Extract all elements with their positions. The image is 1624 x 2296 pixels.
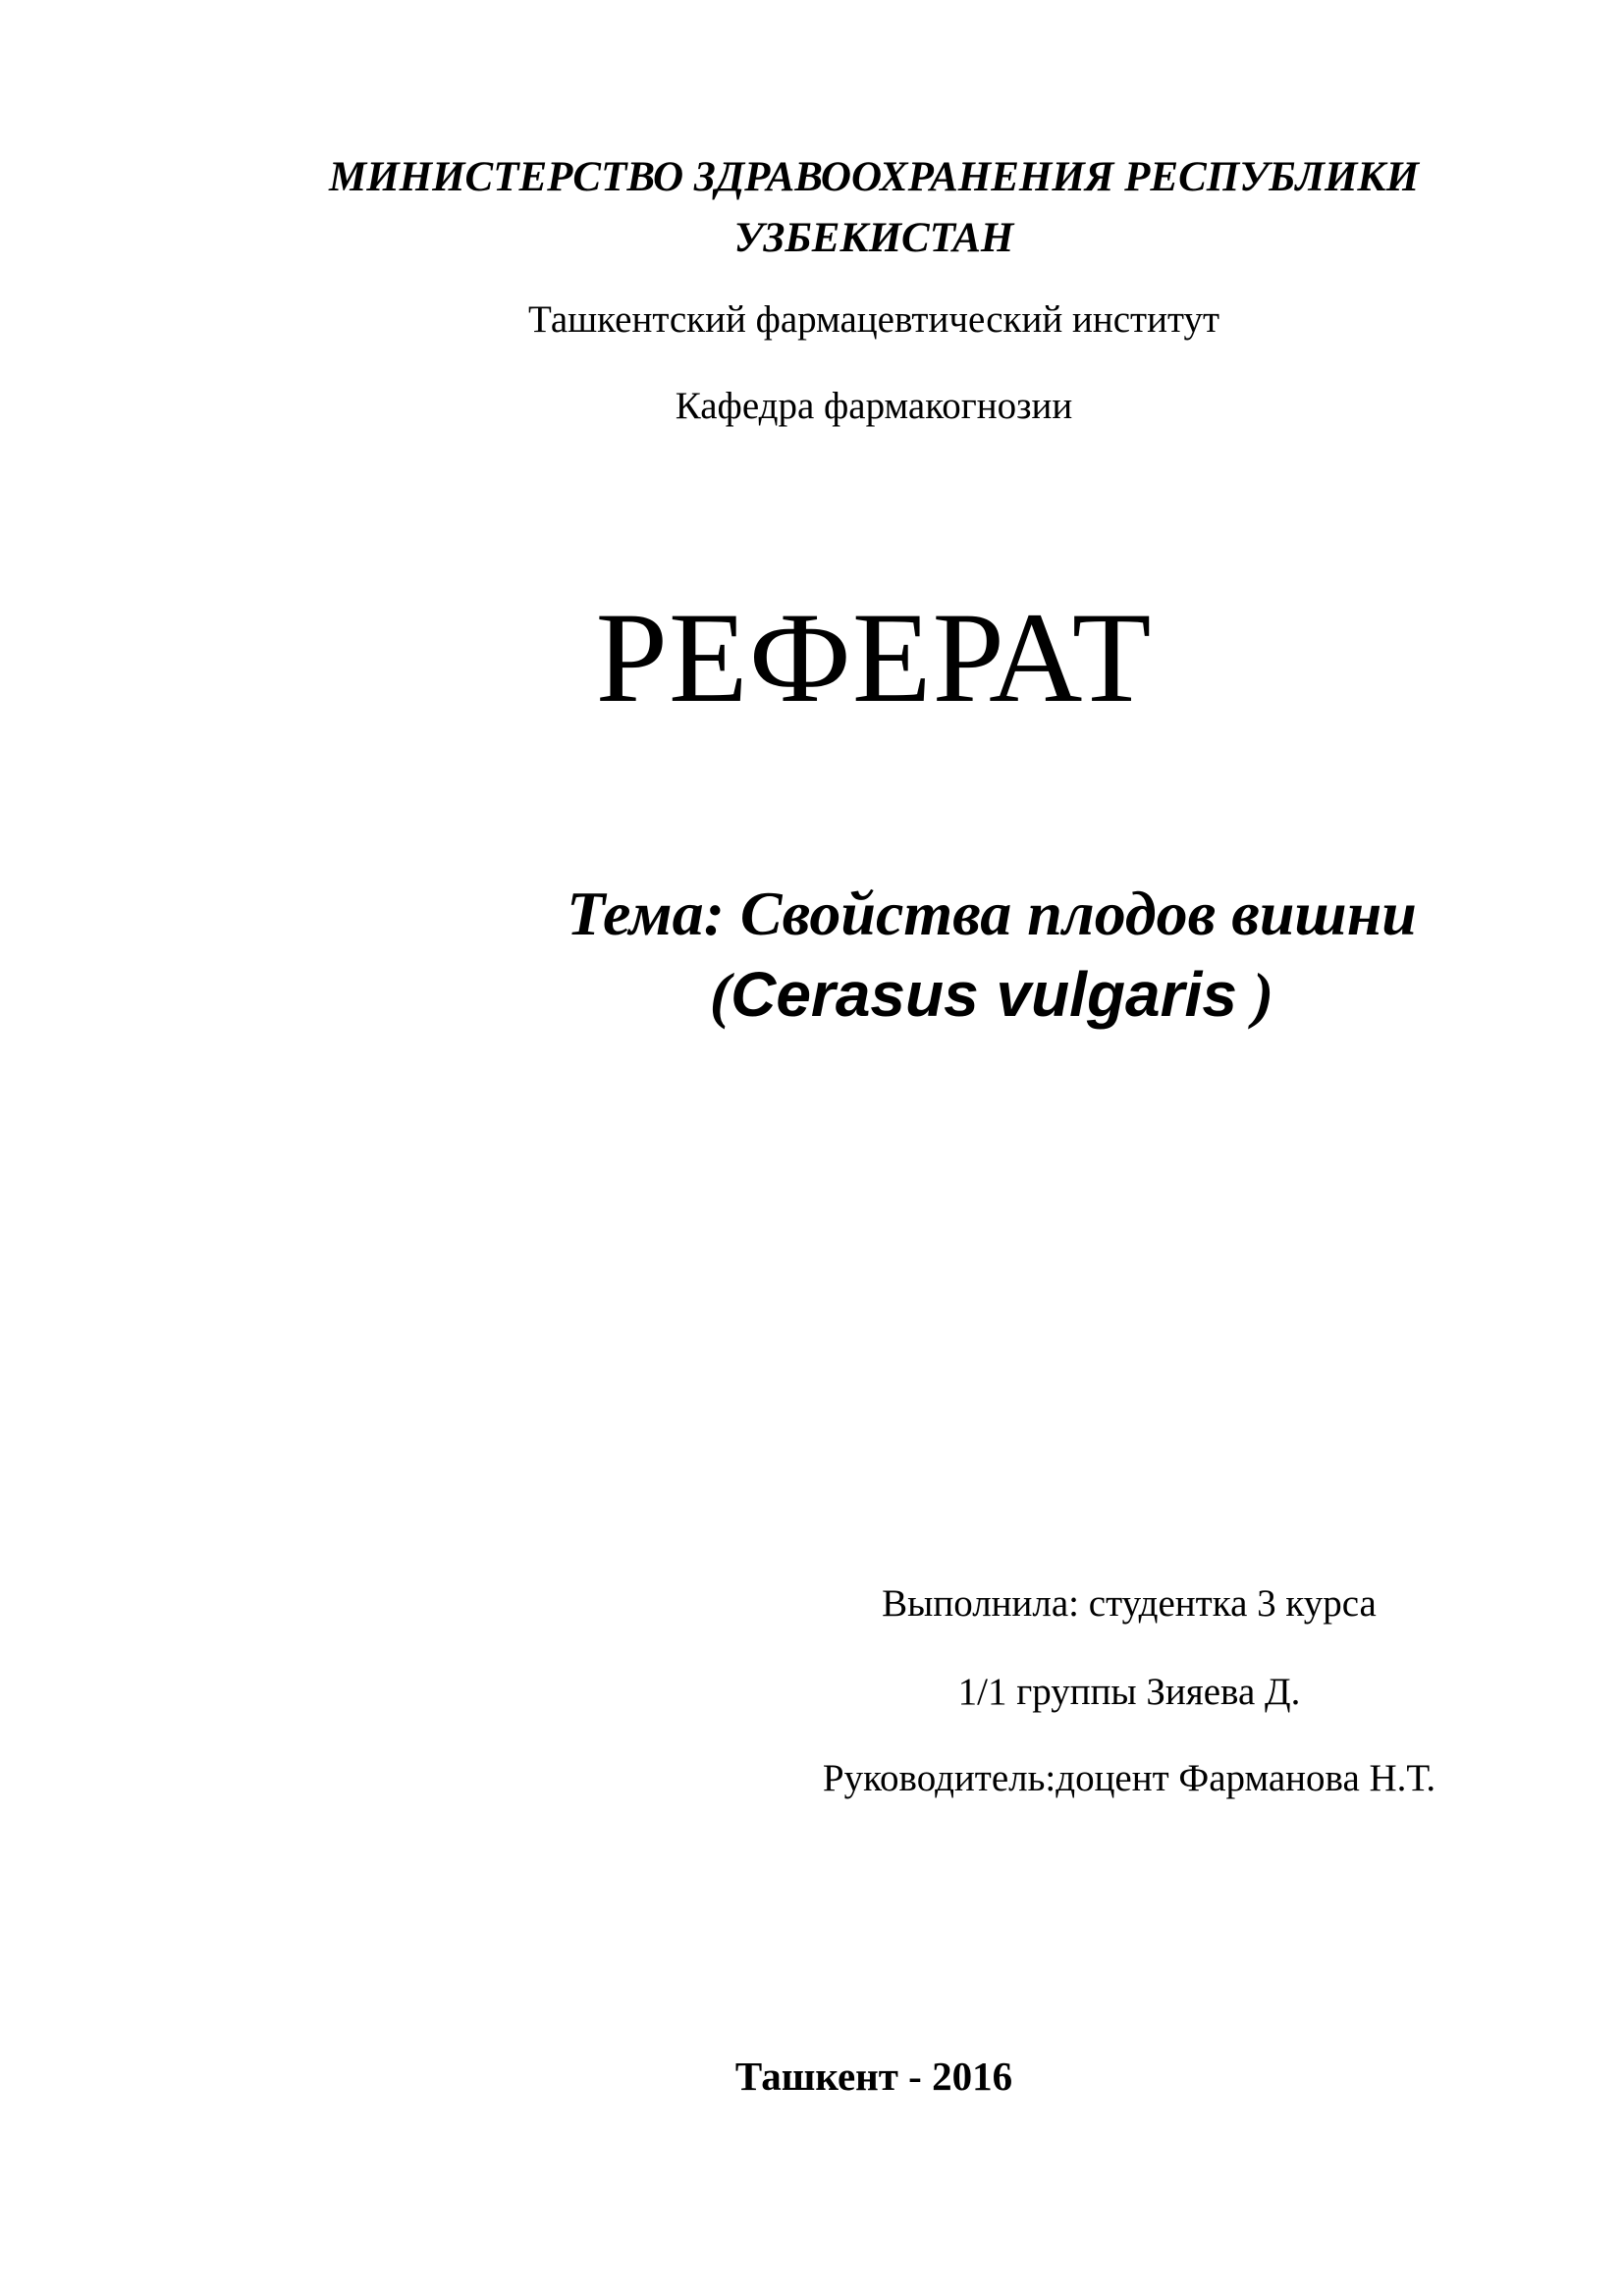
topic-line-1: Тема: Свойства плодов вишни	[567, 879, 1417, 948]
institute-name: Ташкентский фармацевтический институт	[527, 298, 1220, 341]
supervisor-line: Руководитель:доцент Фарманова Н.Т.	[822, 1757, 1436, 1799]
topic-latin-name: Cerasus vulgaris	[731, 959, 1237, 1030]
topic-line-2	[245, 954, 1624, 1036]
ministry-line-1: МИНИСТЕРСТВО ЗДРАВООХРАНЕНИЯ РЕСПУБЛИКИ	[328, 154, 1420, 200]
ministry-heading	[245, 147, 1502, 269]
topic-paren-open: (	[709, 960, 731, 1030]
author-performed: Выполнила: студентка 3 курса	[882, 1582, 1377, 1625]
department-name: Кафедра фармакогнозии	[675, 385, 1073, 427]
topic-paren-close: )	[1236, 960, 1274, 1030]
city-year: Ташкент - 2016	[734, 2054, 1013, 2099]
author-group: 1/1 группы Зияева Д.	[957, 1671, 1301, 1713]
topic-heading	[245, 874, 1624, 1036]
ministry-line-2: УЗБЕКИСТАН	[733, 215, 1014, 261]
document-type-title: РЕФЕРАТ	[595, 585, 1153, 729]
